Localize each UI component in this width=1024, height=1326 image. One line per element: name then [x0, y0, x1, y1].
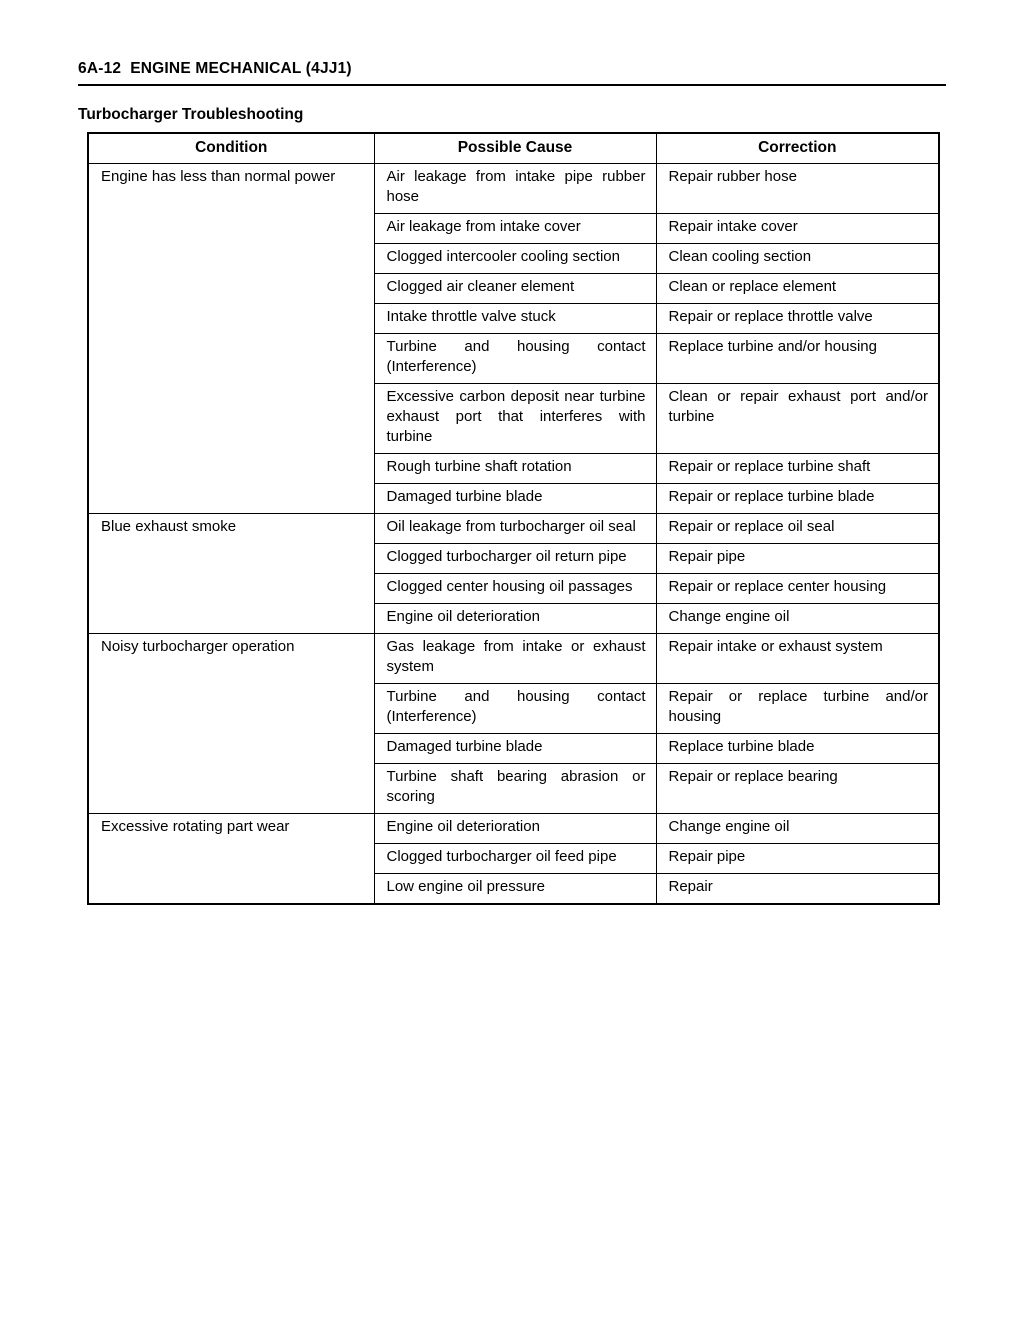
correction-cell: Repair or replace bearing — [656, 764, 939, 814]
possible-cause-cell: Air leakage from intake pipe rubber hose — [374, 164, 656, 214]
possible-cause-cell: Damaged turbine blade — [374, 734, 656, 764]
table-row — [88, 164, 939, 214]
correction-cell: Repair pipe — [656, 544, 939, 574]
section-title: Turbocharger Troubleshooting — [78, 106, 304, 123]
possible-cause-cell: Low engine oil pressure — [374, 874, 656, 905]
correction-cell: Repair intake or exhaust system — [656, 634, 939, 684]
correction-cell: Repair or replace turbine shaft — [656, 454, 939, 484]
correction-cell: Repair intake cover — [656, 214, 939, 244]
possible-cause-cell: Gas leakage from intake or exhaust system — [374, 634, 656, 684]
correction-cell: Replace turbine blade — [656, 734, 939, 764]
table-header-row — [88, 133, 939, 164]
column-header-possible-cause: Possible Cause — [374, 133, 656, 164]
possible-cause-cell: Clogged intercooler cooling section — [374, 244, 656, 274]
possible-cause-cell: Clogged air cleaner element — [374, 274, 656, 304]
possible-cause-cell: Rough turbine shaft rotation — [374, 454, 656, 484]
condition-cell: Excessive rotating part wear — [88, 814, 374, 905]
possible-cause-cell: Damaged turbine blade — [374, 484, 656, 514]
correction-cell: Change engine oil — [656, 604, 939, 634]
correction-cell: Repair or replace turbine blade — [656, 484, 939, 514]
possible-cause-cell: Engine oil deterioration — [374, 604, 656, 634]
possible-cause-cell: Engine oil deterioration — [374, 814, 656, 844]
correction-cell: Repair — [656, 874, 939, 905]
correction-cell: Repair or replace oil seal — [656, 514, 939, 544]
table-row — [88, 514, 939, 544]
correction-cell: Repair or replace throttle valve — [656, 304, 939, 334]
table-row — [88, 634, 939, 684]
troubleshooting-table — [87, 132, 940, 905]
correction-cell: Replace turbine and/or housing — [656, 334, 939, 384]
condition-cell: Engine has less than normal power — [88, 164, 374, 514]
condition-cell: Blue exhaust smoke — [88, 514, 374, 634]
possible-cause-cell: Intake throttle valve stuck — [374, 304, 656, 334]
column-header-condition: Condition — [88, 133, 374, 164]
correction-cell: Clean cooling section — [656, 244, 939, 274]
troubleshooting-table-body — [88, 164, 939, 905]
correction-cell: Change engine oil — [656, 814, 939, 844]
possible-cause-cell: Excessive carbon deposit near turbine exhaust port that interferes with turbine — [374, 384, 656, 454]
correction-cell: Repair or replace turbine and/or housing — [656, 684, 939, 734]
possible-cause-cell: Clogged center housing oil passages — [374, 574, 656, 604]
table-row — [88, 814, 939, 844]
condition-cell: Noisy turbocharger operation — [88, 634, 374, 814]
possible-cause-cell: Clogged turbocharger oil return pipe — [374, 544, 656, 574]
correction-cell: Repair or replace center housing — [656, 574, 939, 604]
possible-cause-cell: Oil leakage from turbocharger oil seal — [374, 514, 656, 544]
column-header-correction: Correction — [656, 133, 939, 164]
possible-cause-cell: Turbine and housing contact (Interference) — [374, 684, 656, 734]
possible-cause-cell: Turbine and housing contact (Interference) — [374, 334, 656, 384]
possible-cause-cell: Air leakage from intake cover — [374, 214, 656, 244]
correction-cell: Clean or repair exhaust port and/or turbine — [656, 384, 939, 454]
correction-cell: Repair rubber hose — [656, 164, 939, 214]
correction-cell: Clean or replace element — [656, 274, 939, 304]
correction-cell: Repair pipe — [656, 844, 939, 874]
page-header: 6A-12 ENGINE MECHANICAL (4JJ1) — [78, 60, 946, 86]
possible-cause-cell: Turbine shaft bearing abrasion or scoring — [374, 764, 656, 814]
possible-cause-cell: Clogged turbocharger oil feed pipe — [374, 844, 656, 874]
